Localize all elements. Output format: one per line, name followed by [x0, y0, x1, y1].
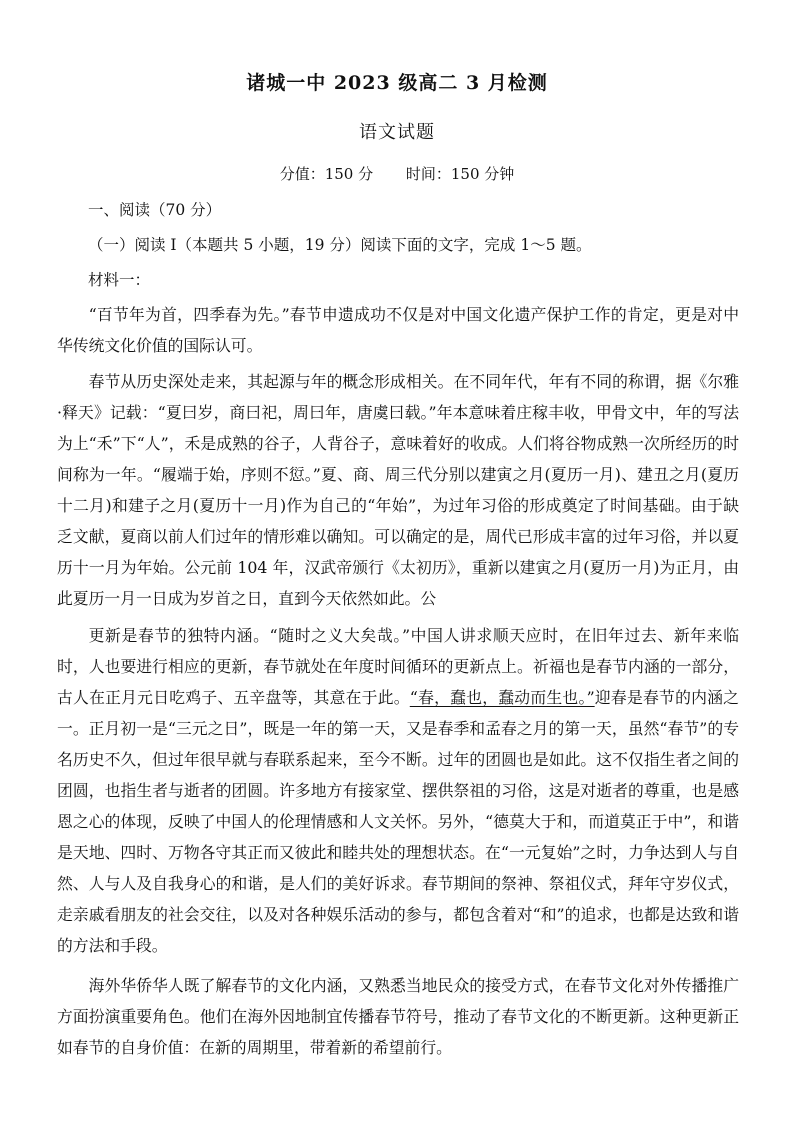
paragraph-4: 海外华侨华人既了解春节的文化内涵，又熟悉当地民众的接受方式，在春节文化对外传播推广方面扮演重要角色。他们在海外因地制宜传播春节符号，推动了春节文化的不断更新。这种更新正如春节的自身价值：在新的周期里，带着新的希望前行。 [57, 976, 739, 1057]
time-info: 时间：150 分钟 [405, 165, 515, 183]
exam-title: 诸城一中 2023 级高二 3 月检测 [246, 72, 548, 94]
section-heading: 一、阅读（70 分） [88, 201, 222, 219]
exam-subtitle: 语文试题 [359, 122, 435, 143]
material-label: 材料一： [88, 271, 151, 289]
paragraph-2: 春节从历史深处走来，其起源与年的概念形成相关。在不同年代，年有不同的称谓，据《尔雅·释天》记载：“夏曰岁，商曰祀，周曰年，唐虞曰载。”年本意味着庄稼丰收，甲骨文中，年的写法为上“禾”下“人”，禾是成熟的谷子，人背谷子，意味着好的收成。人们将谷物成熟一次所经历的时间称为一年。“履端于始，序则不愆。”夏、商、周三代分别以建寅之月(夏历一月)、建丑之月(夏历十二月)和建子之月(夏历十一月)作为自己的“年始”，为过年习俗的形成奠定了时间基础。由于缺乏文献，夏商以前人们过年的情形难以确知。可以确定的是，周代已形成丰富的过年习俗，并以夏历十一月为年始。公元前 104 年，汉武帝颁行《太初历》，重新以建寅之月(夏历一月)为正月，由此夏历一月一日成为岁首之日，直到今天依然如此。公 [57, 372, 739, 608]
paragraph-3-text-b: 迎春是春节的内涵之一。正月初一是“三元之日”，既是一年的第一天，又是春季和孟春之月的第一天，虽然“春节”的专名历史不久，但过年很早就与春联系起来，至今不断。过年的团圆也是如此。这不仅指生者之间的团圆，也指生者与逝者的团圆。许多地方有接家堂、摆供祭祖的习俗，这是对逝者的尊重，也是感恩之心的体现，反映了中国人的伦理情感和人文关怀。另外，“德莫大于和，而道莫正于中”，和谐是天地、四时、万物各守其正而又彼此和睦共处的理想状态。在“一元复始”之时，力争达到人与自然、人与人及自我身心的和谐，是人们的美好诉求。春节期间的祭神、祭祖仪式，拜年守岁仪式，走亲戚看朋友的社会交往，以及对各种娱乐活动的参与，都包含着对“和”的追求，也都是达致和谐的方法和手段。 [57, 688, 739, 955]
score-info: 分值：150 分 [279, 165, 374, 183]
sub-section-heading: （一）阅读 I（本题共 5 小题，19 分）阅读下面的文字，完成 1～5 题。 [88, 236, 592, 254]
paragraph-1: “百节年为首，四季春为先。”春节申遗成功不仅是对中国文化遗产保护工作的肯定，更是对中华传统文化价值的国际认可。 [57, 305, 739, 355]
paragraph-3 [57, 620, 739, 961]
exam-meta [0, 163, 794, 184]
paragraph-3-text-a: 更新是春节的独特内涵。“随时之义大矣哉。”中国人讲求顺天应时，在旧年过去、新年来临时，人也要进行相应的更新，春节就处在年度时间循环的更新点上。祈福也是春节内涵的一部分，古人在正月元日吃鸡子、五辛盘等，其意在于此。 [57, 626, 739, 707]
underlined-quote: “春，蠢也，蠢动而生也。” [409, 688, 595, 707]
